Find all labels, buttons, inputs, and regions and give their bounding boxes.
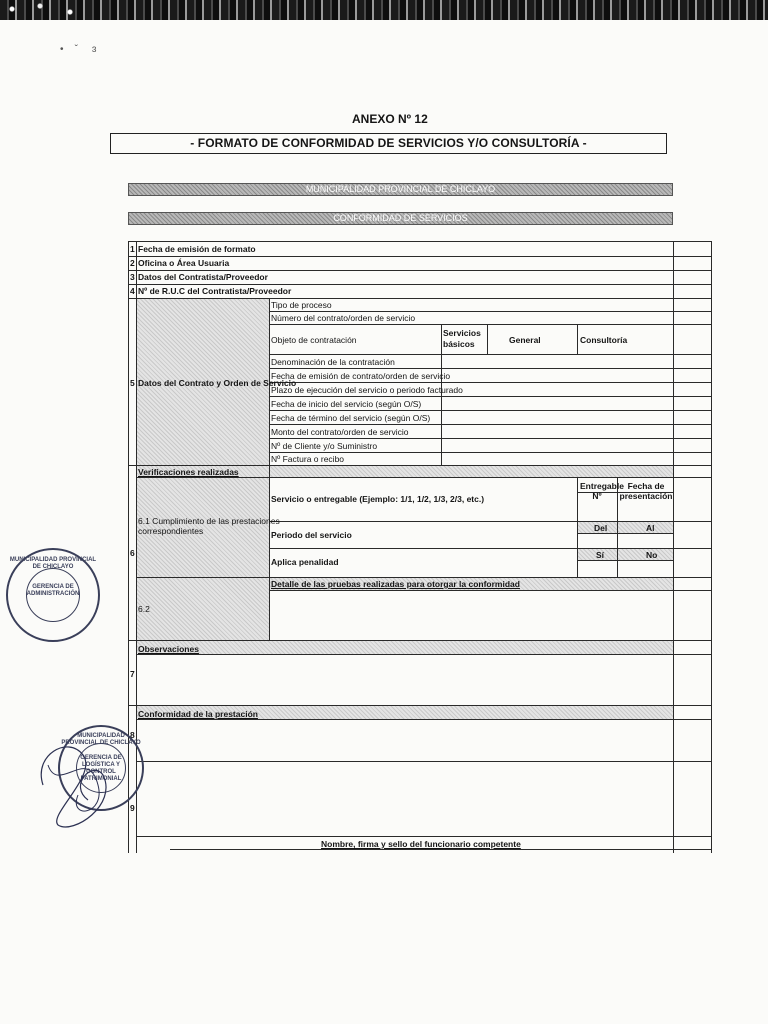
stamp-ring-text: MUNICIPALIDAD PROVINCIAL DE CHICLAYO	[61, 733, 141, 746]
row-number: 8	[130, 730, 135, 740]
row62-label-shade	[136, 577, 269, 640]
stamp-ring-text: MUNICIPALIDAD PROVINCIAL DE CHICLAYO	[9, 557, 97, 570]
datos-contrato-label: Datos del Contrato y Orden de Servicio	[138, 378, 297, 388]
scan-specks: • ˇ ɜ	[60, 44, 97, 55]
row-number: 7	[130, 669, 135, 679]
contract-field-label: Fecha de emisión de contrato/orden de servicio	[271, 371, 451, 381]
contract-field-label: Nº de Cliente y/o Suministro	[271, 441, 378, 451]
observaciones-header-shade	[136, 641, 673, 654]
row-number: 1	[130, 244, 135, 254]
format-title: - FORMATO DE CONFORMIDAD DE SERVICIOS Y/O CONSULTORÍA -	[110, 133, 667, 154]
municipality-band: MUNICIPALIDAD PROVINCIAL DE CHICLAYO	[128, 183, 673, 196]
si-no-shade	[577, 548, 673, 560]
general-option: General	[509, 335, 541, 345]
del-al-shade	[577, 521, 673, 533]
fecha-presentacion-col-header: Fecha de presentación	[619, 481, 673, 501]
del-label: Del	[594, 523, 608, 533]
handwritten-signature	[28, 725, 138, 835]
cumplimiento-label: 6.1 Cumplimiento de las prestaciones correspondientes	[138, 516, 280, 536]
contract-field-label: Fecha de inicio del servicio (según O/S)	[271, 399, 422, 409]
row-number: 3	[130, 272, 135, 282]
contract-field-label: Nº Factura o recibo	[271, 454, 345, 464]
signature-label: Nombre, firma y sello del funcionario competente	[321, 839, 521, 849]
annex-title: ANEXO Nº 12	[352, 112, 428, 126]
contract-field-label: Fecha de término del servicio (según O/S)	[271, 413, 431, 423]
si-label: Sí	[596, 550, 605, 560]
contract-field-label: Número del contrato/orden de servicio	[271, 313, 416, 323]
fecha-emision-label: Fecha de emisión de formato	[138, 244, 256, 254]
row-number: 5	[130, 378, 135, 388]
conformidad-prestacion-header: Conformidad de la prestación	[138, 709, 258, 719]
verificaciones-header: Verificaciones realizadas	[138, 467, 239, 477]
contratista-label: Datos del Contratista/Proveedor	[138, 272, 268, 282]
observaciones-header: Observaciones	[138, 644, 199, 654]
contract-field-label: Tipo de proceso	[271, 300, 332, 310]
oficina-area-label: Oficina o Área Usuaria	[138, 258, 230, 268]
row62-label: 6.2	[138, 604, 150, 614]
entregable-col-header: Entregable Nº	[580, 481, 624, 501]
entregable-label: Servicio o entregable (Ejemplo: 1/1, 1/2, 1/3, 2/3, etc.)	[271, 494, 485, 504]
row-number: 4	[130, 286, 135, 296]
row-number: 6	[130, 548, 135, 558]
no-label: No	[646, 550, 658, 560]
consultoria-option: Consultoría	[580, 335, 628, 345]
periodo-servicio-label: Periodo del servicio	[271, 530, 352, 540]
penalidad-label: Aplica penalidad	[271, 557, 339, 567]
contract-field-label: Monto del contrato/orden de servicio	[271, 427, 409, 437]
contract-field-label: Plazo de ejecución del servicio o periodo facturado	[271, 385, 463, 395]
al-label: Al	[646, 523, 655, 533]
municipal-seal-stamp	[6, 548, 100, 642]
ruc-label: Nº de R.U.C del Contratista/Proveedor	[138, 286, 292, 296]
stamp-center-text: GERENCIA DE LOGÍSTICA Y CONTROL PATRIMONIAL	[80, 755, 122, 782]
conformity-band: CONFORMIDAD DE SERVICIOS	[128, 212, 673, 225]
contract-field-label: Denominación de la contratación	[271, 357, 395, 367]
contract-field-label: Objeto de contratación	[271, 335, 357, 345]
detalle-pruebas-header: Detalle de las pruebas realizadas para otorgar la conformidad	[271, 579, 520, 589]
row-number: 9	[130, 803, 135, 813]
row-number: 2	[130, 258, 135, 268]
stamp-center-text: GERENCIA DE ADMINISTRACIÓN	[26, 584, 80, 597]
servicios-basicos-option: Servicios básicos	[443, 328, 481, 349]
